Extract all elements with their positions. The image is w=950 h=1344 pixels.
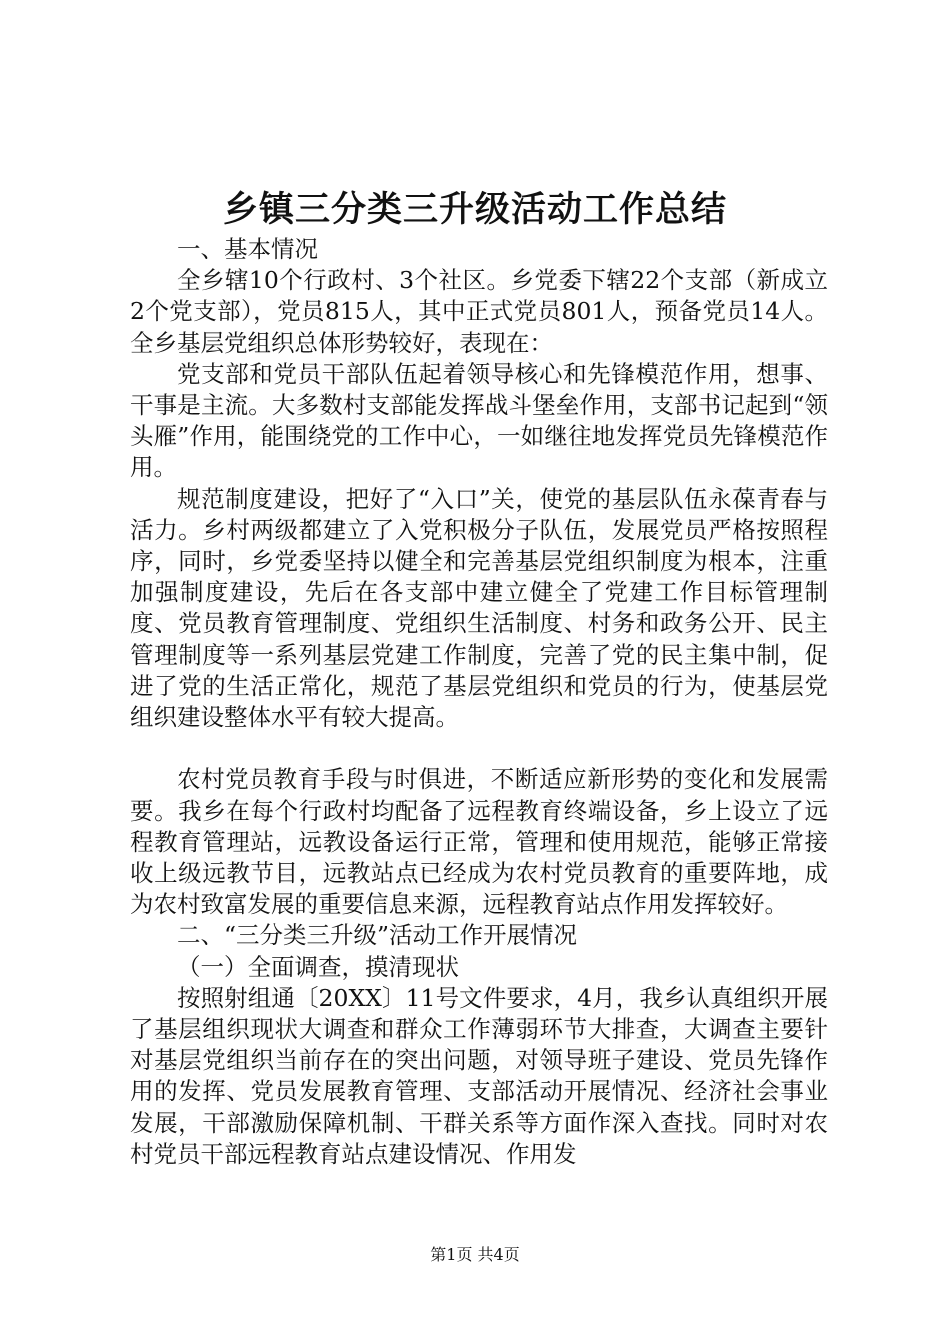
- subsection-heading-survey: （一）全面调查，摸清现状: [177, 952, 459, 981]
- document-title: 乡镇三分类三升级活动工作总结: [222, 189, 727, 230]
- document-body: [130, 234, 828, 1170]
- paragraph-survey: 按照射组通〔20XX〕11号文件要求，4月，我乡认真组织开展了基层组织现状大调查和群众工作薄弱环节大排查，大调查主要针对基层党组织当前存在的突出问题，对领导班子建设、党员先锋作用的发挥、党员发展教育管理、支部活动开展情况、经济社会事业发展，干部激励保障机制、干群关系等方面作深入查找。同时对农村党员干部远程教育站点建设情况、作用发: [130, 983, 828, 1168]
- paragraph-remote-education: 农村党员教育手段与时俱进，不断适应新形势的变化和发展需要。我乡在每个行政村均配备了远程教育终端设备，乡上设立了远程教育管理站，远教设备运行正常，管理和使用规范，能够正常接收上级远教节目，远教站点已经成为农村党员教育的重要阵地，成为农村致富发展的重要信息来源，远程教育站点作用发挥较好。: [130, 765, 828, 919]
- paragraph-leadership: 党支部和党员干部队伍起着领导核心和先锋模范作用，想事、干事是主流。大多数村支部能发挥战斗堡垒作用，支部书记起到“领头雁”作用，能围绕党的工作中心，一如继往地发挥党员先锋模范作用。: [130, 359, 828, 482]
- page-footer: 第1页 共4页: [430, 1245, 520, 1264]
- section-heading-activity: 二、“三分类三升级”活动工作开展情况: [177, 921, 578, 950]
- paragraph-system-building: 规范制度建设，把好了“入口”关，使党的基层队伍永葆青春与活力。乡村两级都建立了入党积极分子队伍，发展党员严格按照程序，同时，乡党委坚持以健全和完善基层党组织制度为根本，注重加强制度建设，先后在各支部中建立健全了党建工作目标管理制度、党员教育管理制度、党组织生活制度、村务和政务公开、民主管理制度等一系列基层党建工作制度，完善了党的民主集中制，促进了党的生活正常化，规范了基层党组织和党员的行为，使基层党组织建设整体水平有较大提高。: [130, 484, 828, 732]
- section-heading-basic-situation: 一、基本情况: [177, 235, 318, 263]
- paragraph-overview: 全乡辖10个行政村、3个社区。乡党委下辖22个支部（新成立2个党支部），党员815人，其中正式党员801人，预备党员14人。全乡基层党组织总体形势较好，表现在：: [130, 266, 828, 357]
